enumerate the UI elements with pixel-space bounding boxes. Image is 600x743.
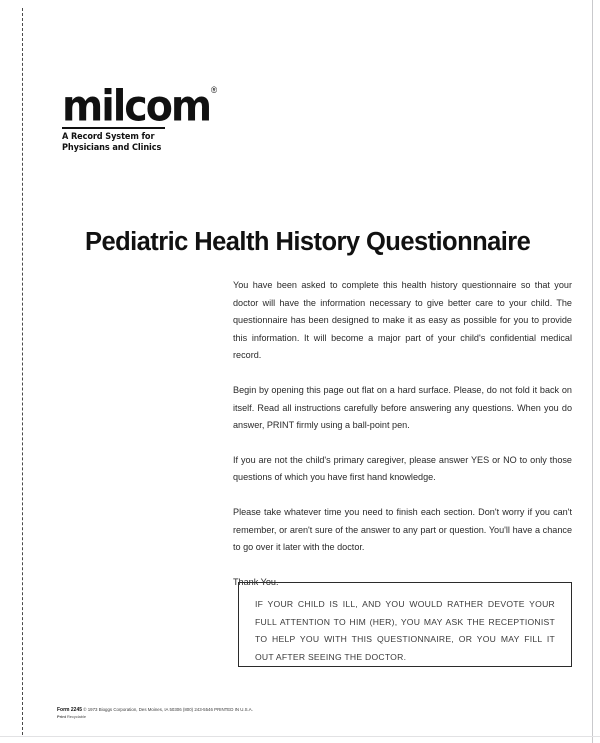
footer-form-number: Form 2245: [57, 707, 83, 713]
instruction-paragraph: Please take whatever time you need to finish each section. Don't worry if you can't remember, or aren't sure of the answer to any part or question. You'll have a chance to go over it later with the doctor.: [233, 506, 572, 553]
logo-tagline-line-2: Physicians and Clinics: [62, 142, 162, 153]
logo-wordmark-text: milcom: [62, 81, 211, 132]
logo-wordmark: [62, 81, 218, 132]
footer-print-label: Print: [57, 714, 66, 720]
footer: [57, 707, 487, 719]
page-edge-bottom: [0, 736, 600, 737]
page-title: Pediatric Health History Questionnaire: [85, 228, 531, 256]
instruction-paragraph: If you are not the child's primary caregiver, please answer YES or NO to only those questions of which you have first hand knowledge.: [233, 454, 572, 483]
instruction-paragraph: Begin by opening this page out flat on a hard surface. Please, do not fold it back on itself. Read all instructions carefully before answering any questions. When you do answer, PRINT firmly using a ball-point pen.: [233, 384, 572, 431]
registered-trademark-icon: ®: [210, 85, 218, 95]
footer-print-value: Recyclable: [66, 714, 86, 720]
milcom-logo: [62, 82, 262, 153]
notice-box: [238, 582, 572, 667]
instructions-body: [233, 277, 572, 591]
footer-copyright-line: [57, 707, 487, 714]
instruction-paragraph: You have been asked to complete this health history questionnaire so that your doctor will have the information necessary to give better care to your child. The questionnaire has been designed to make it as easy as possible for you to provide this information. It will become a major part of your child's confidential medical record.: [233, 280, 572, 361]
closing-thank-you: Thank You.: [233, 576, 279, 587]
logo-tagline: [62, 132, 252, 153]
page-edge-right: [592, 0, 593, 743]
perforation-tear-line: [22, 8, 23, 735]
logo-tagline-line-1: A Record System for: [62, 132, 155, 143]
footer-print-note: [57, 714, 487, 719]
footer-copyright-text: © 1973 Bioggs Corporation, Des Moines, IA 50306 (800) 243-5546 PRINTED IN U.S.A.: [83, 707, 253, 712]
notice-text: IF YOUR CHILD IS ILL, AND YOU WOULD RATHER DEVOTE YOUR FULL ATTENTION TO HIM (HER), YOU MAY ASK THE RECEPTIONIST TO HELP YOU WITH THIS QUESTIONNAIRE, OR YOU MAY FILL IT OUT AFTER SEEING THE DOCTOR.: [255, 599, 555, 662]
